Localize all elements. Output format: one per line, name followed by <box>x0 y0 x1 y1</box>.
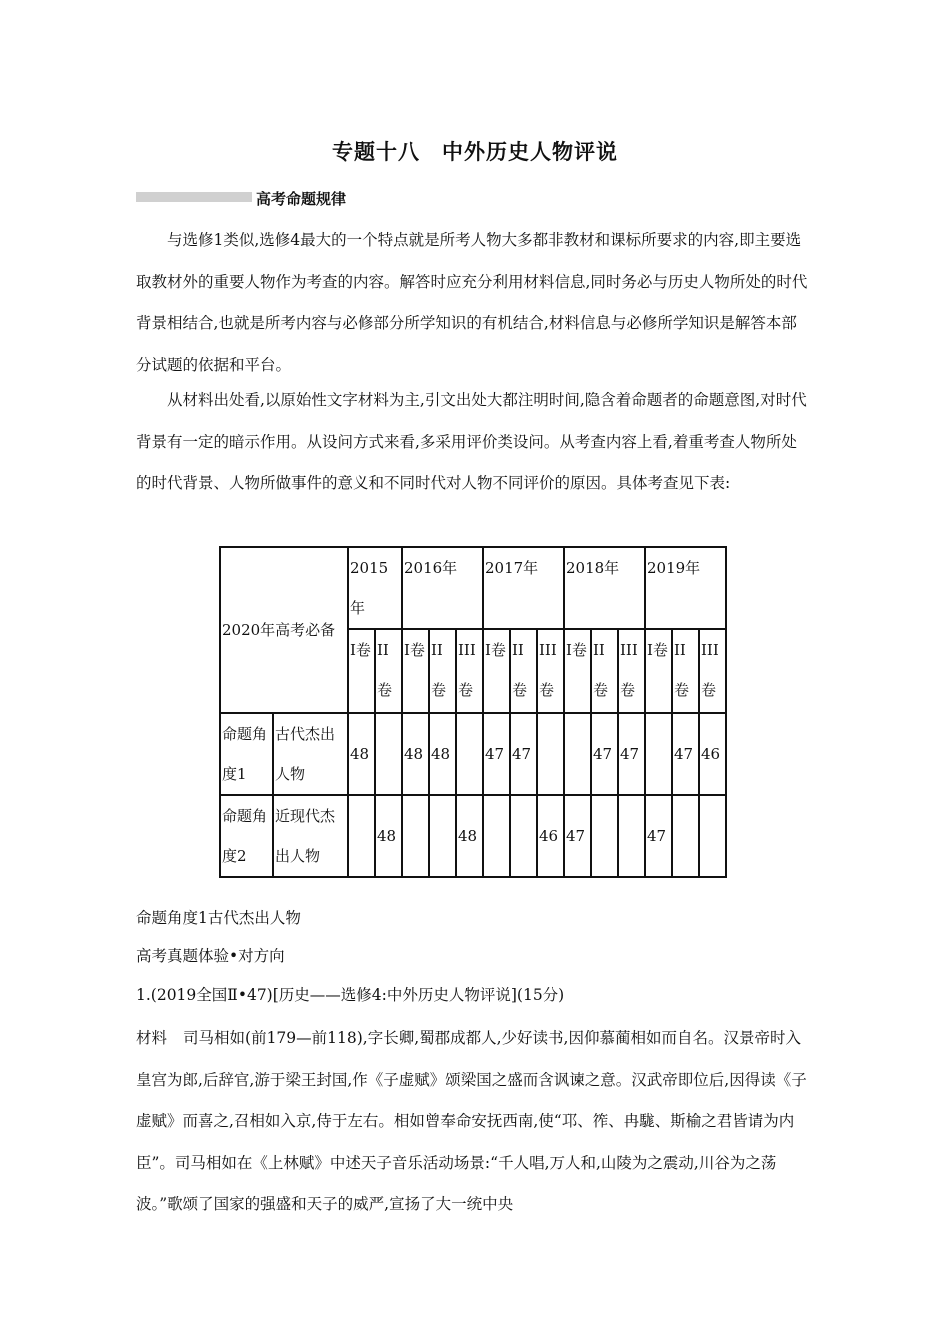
table-cell: 47 <box>672 713 699 795</box>
table-cell: 48 <box>375 795 402 877</box>
table-cell <box>483 795 510 877</box>
table-cell: 47 <box>645 795 672 877</box>
table-cell: 48 <box>348 713 375 795</box>
angle-heading: 命题角度1古代杰出人物 <box>136 909 301 927</box>
year-header: 2015年 <box>348 547 402 629</box>
table-cell: 46 <box>699 713 726 795</box>
year-header: 2018年 <box>564 547 645 629</box>
year-header: 2019年 <box>645 547 726 629</box>
question-title: 1.(2019全国Ⅱ•47)[历史——选修4:中外历史人物评说](15分) <box>136 986 565 1004</box>
section-heading: 高考命题规律 <box>256 190 347 208</box>
paper-header: I卷 <box>645 629 672 713</box>
table-cell: 46 <box>537 795 564 877</box>
table-cell <box>348 795 375 877</box>
table-cell <box>429 795 456 877</box>
table-cell: 47 <box>591 713 618 795</box>
paper-header: III卷 <box>537 629 564 713</box>
table-cell: 47 <box>618 713 645 795</box>
paper-header: III卷 <box>699 629 726 713</box>
angle-label: 命题角度1 <box>220 713 273 795</box>
material-label: 材料 <box>136 1029 168 1047</box>
table-cell: 48 <box>429 713 456 795</box>
table-cell <box>564 713 591 795</box>
table-cell <box>510 795 537 877</box>
page-title: 专题十八 中外历史人物评说 <box>332 140 618 164</box>
table-cell <box>375 713 402 795</box>
table-cell: 47 <box>483 713 510 795</box>
table-cell <box>672 795 699 877</box>
paper-header: II卷 <box>510 629 537 713</box>
topic-label: 近现代杰出人物 <box>273 795 348 877</box>
paper-header: III卷 <box>618 629 645 713</box>
table-cell: 48 <box>456 795 483 877</box>
paper-header: I卷 <box>564 629 591 713</box>
intro-paragraph-1: 与选修1类似,选修4最大的一个特点就是所考人物大多都非教材和课标所要求的内容,即主要选取教材外的重要人物作为考查的内容。解答时应充分利用材料信息,同时务必与历史人物所处的时代背景相结合,也就是所考内容与必修部分所学知识的有机结合,材料信息与必修所学知识是解答本部分试题的依据和平台。 <box>136 231 808 374</box>
paper-header: I卷 <box>402 629 429 713</box>
paper-header: I卷 <box>348 629 375 713</box>
angle-label: 命题角度2 <box>220 795 273 877</box>
table-cell <box>699 795 726 877</box>
paper-header: II卷 <box>672 629 699 713</box>
table-corner: 2020年高考必备 <box>220 547 348 713</box>
topic-label: 古代杰出人物 <box>273 713 348 795</box>
table-cell <box>456 713 483 795</box>
paper-header: II卷 <box>375 629 402 713</box>
table-cell: 48 <box>402 713 429 795</box>
paper-header: II卷 <box>591 629 618 713</box>
table-cell: 47 <box>564 795 591 877</box>
table-cell: 47 <box>510 713 537 795</box>
table-cell <box>402 795 429 877</box>
exam-table <box>219 546 727 878</box>
intro-paragraph-2: 从材料出处看,以原始性文字材料为主,引文出处大都注明时间,隐含着命题者的命题意图,对时代背景有一定的暗示作用。从设问方式来看,多采用评价类设问。从考查内容上看,着重考查人物所处的时代背景、人物所做事件的意义和不同时代对人物不同评价的原因。具体考查见下表: <box>136 391 807 492</box>
year-header: 2017年 <box>483 547 564 629</box>
subheading: 高考真题体验•对方向 <box>136 947 285 965</box>
table-cell <box>645 713 672 795</box>
paper-header: I卷 <box>483 629 510 713</box>
year-header: 2016年 <box>402 547 483 629</box>
material-paragraph <box>136 1018 811 1226</box>
paper-header: III卷 <box>456 629 483 713</box>
section-bar <box>136 192 252 202</box>
table-cell <box>537 713 564 795</box>
paper-header: II卷 <box>429 629 456 713</box>
material-text: 司马相如(前179—前118),字长卿,蜀郡成都人,少好读书,因仰慕蔺相如而自名。汉景帝时入皇宫为郎,后辞官,游于梁王封国,作《子虚赋》颂梁国之盛而含讽谏之意。汉武帝即位后,因得读《子虚赋》而喜之,召相如入京,侍于左右。相如曾奉命安抚西南,使“邛、筰、冉駹、斯榆之君皆请为内臣”。司马相如在《上林赋》中述天子音乐活动场景:“千人唱,万人和,山陵为之震动,川谷为之荡波。”歌颂了国家的强盛和天子的威严,宣扬了大一统中央 <box>136 1029 807 1213</box>
table-cell <box>618 795 645 877</box>
table-cell <box>591 795 618 877</box>
